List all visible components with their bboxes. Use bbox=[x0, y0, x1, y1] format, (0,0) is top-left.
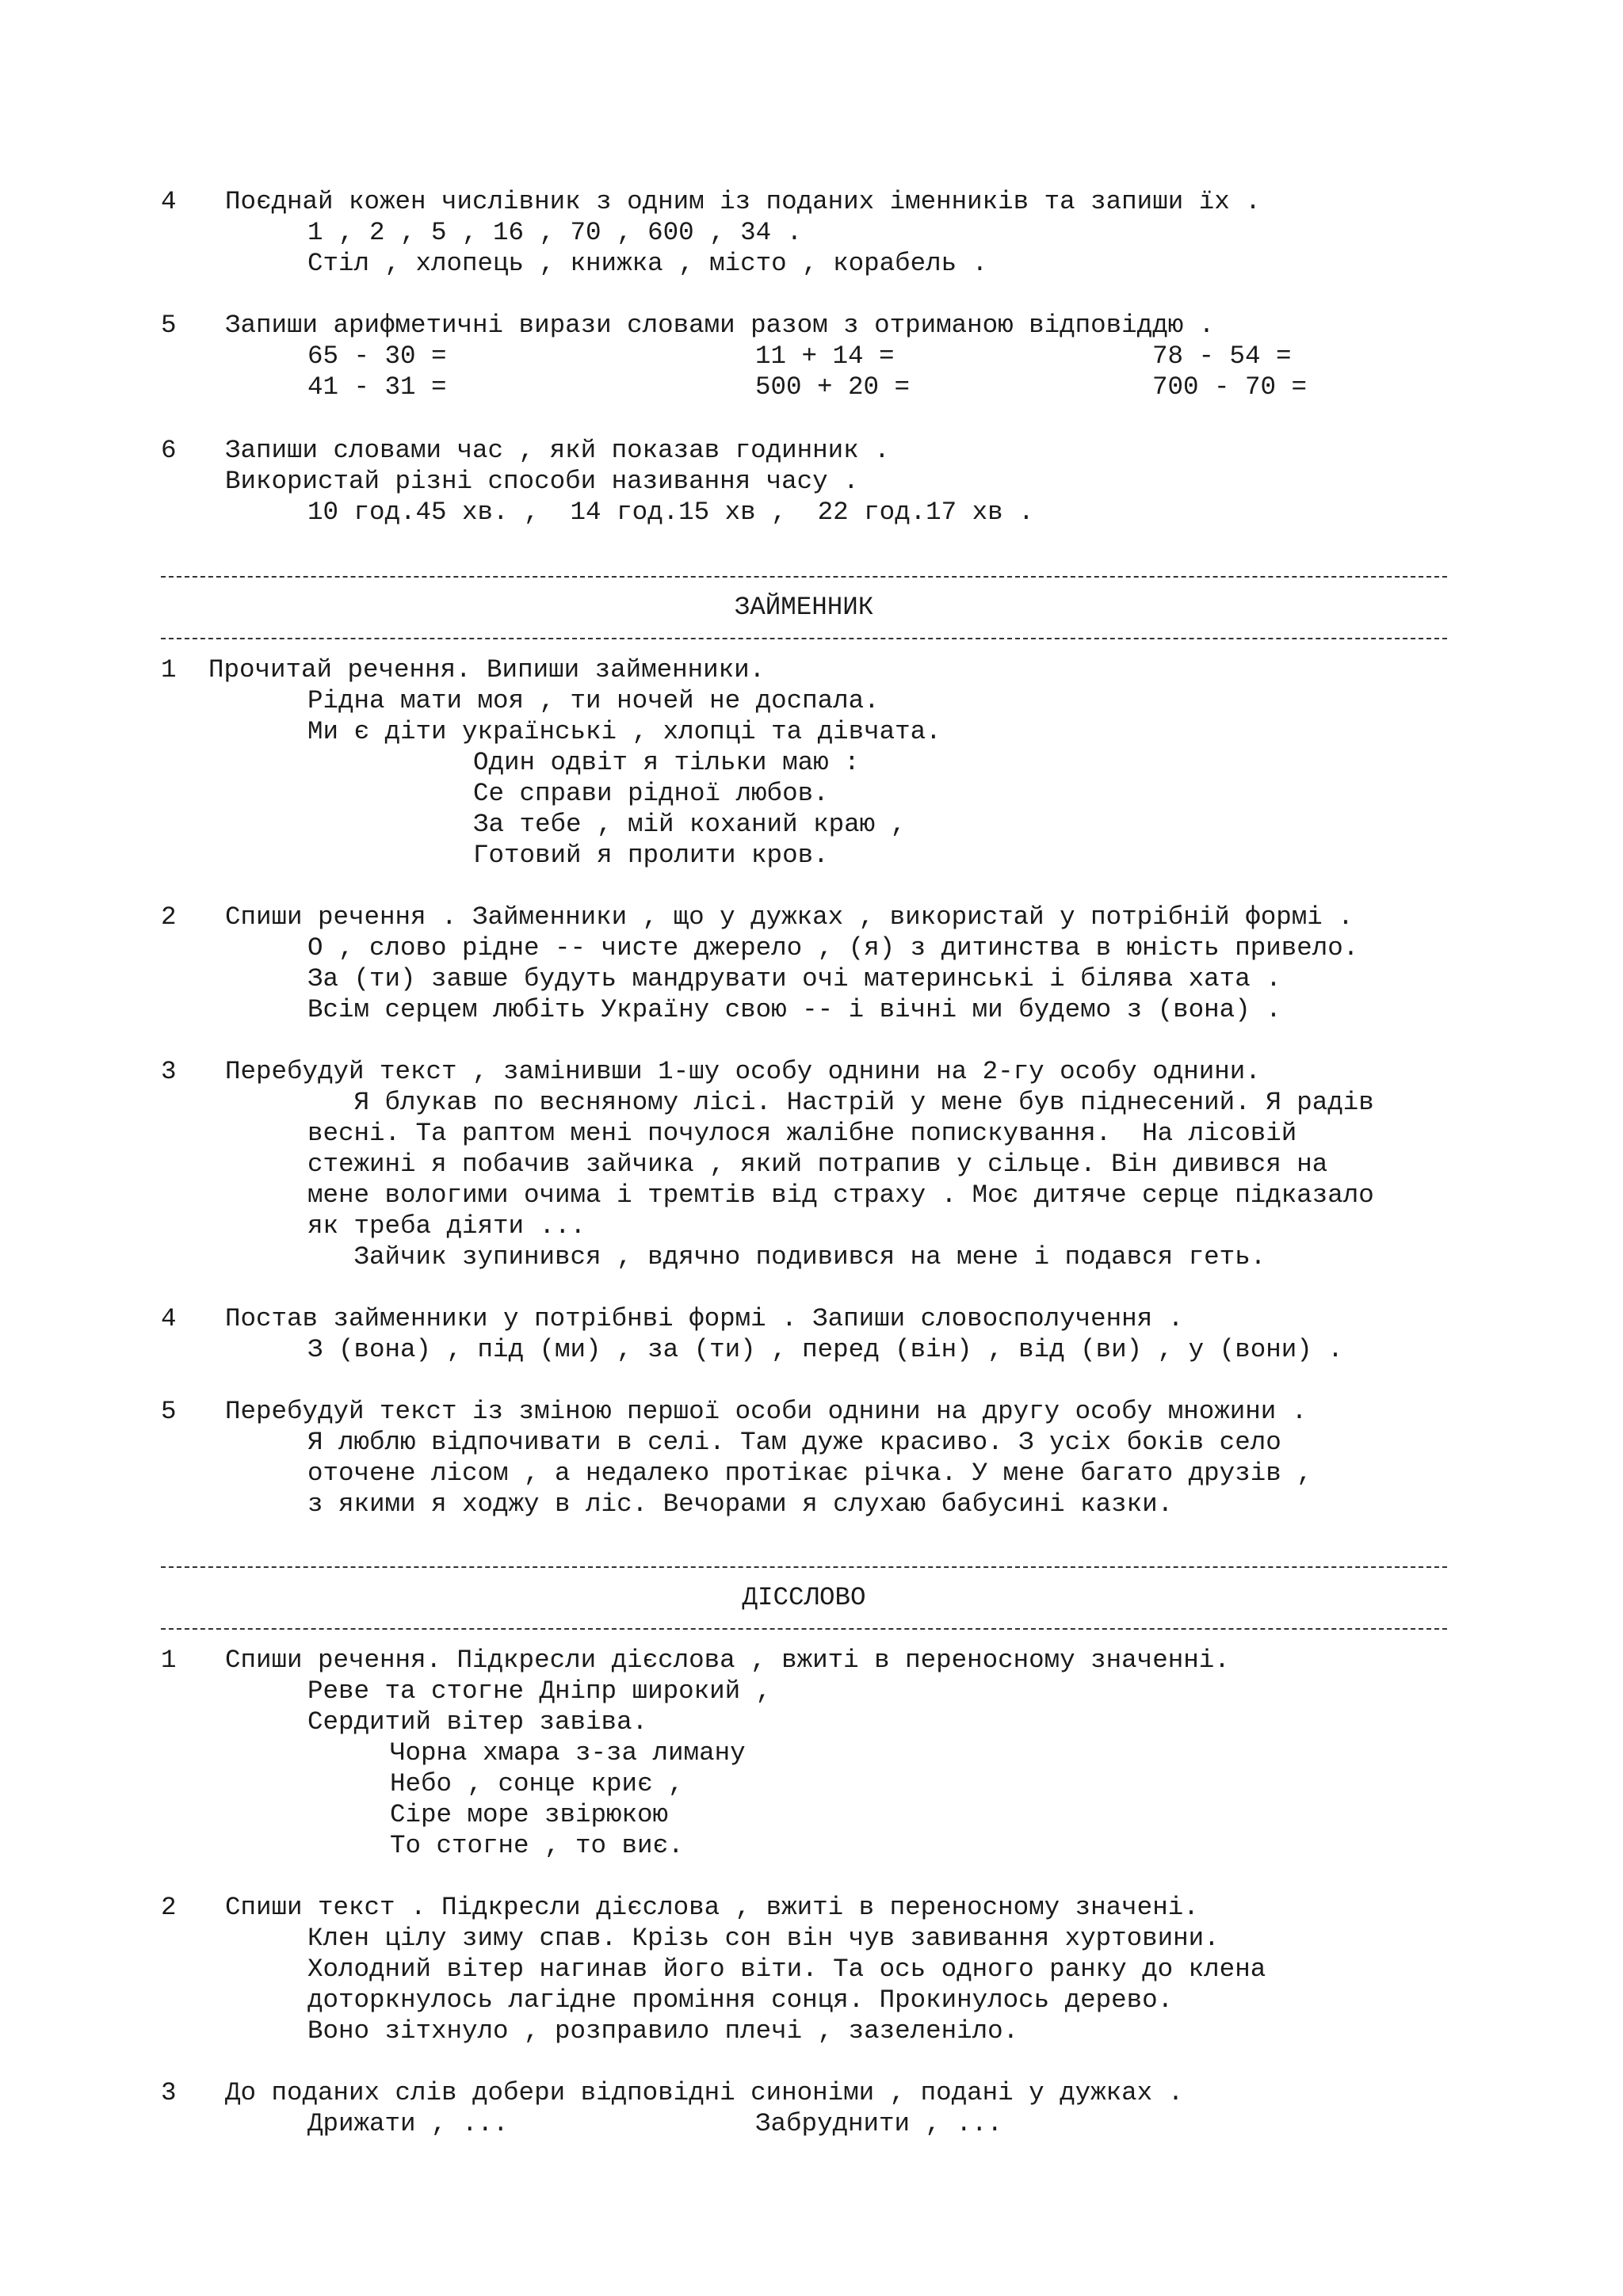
task-instruction: Спиши речення . Займенники , що у дужках , використай у потрібній формі . bbox=[225, 902, 1354, 932]
task-line: Ми є діти українські , хлопці та дівчата. bbox=[307, 717, 941, 746]
task-instruction: Запиши арифметичні вирази словами разом з отриманою відповіддю . bbox=[225, 311, 1215, 340]
poem-line: Небо , сонце криє , bbox=[390, 1769, 684, 1798]
task-line: Я блукав по весняному лісі. Настрій у мене був піднесений. Я радів bbox=[307, 1088, 1374, 1117]
expression: 11 + 14 = bbox=[755, 341, 895, 371]
task-line: Холодний вітер нагинав його віти. Та ось одного ранку до клена bbox=[307, 1955, 1266, 1984]
task-line: стежині я побачив зайчика , який потрапив у сільце. Він дивився на bbox=[307, 1150, 1328, 1179]
expression: 78 - 54 = bbox=[1152, 341, 1292, 371]
task-line: 10 год.45 хв. , 14 год.15 хв , 22 год.17 хв . bbox=[307, 498, 1034, 527]
task-number: 3 bbox=[161, 1057, 177, 1086]
task-line: Я люблю відпочивати в селі. Там дуже красиво. З усіх боків село bbox=[307, 1428, 1281, 1457]
task-instruction: Запиши словами час , якй показав годинник . bbox=[225, 436, 890, 465]
task-line: Реве та стогне Дніпр широкий , bbox=[307, 1676, 772, 1706]
task-line: 1 , 2 , 5 , 16 , 70 , 600 , 34 . bbox=[307, 218, 803, 247]
synonym-item: Забруднити , ... bbox=[755, 2109, 1003, 2138]
poem-line: За тебе , мій коханий краю , bbox=[473, 810, 907, 839]
task-instruction: Перебудуй текст , замінивши 1-шу особу однини на 2-гу особу однини. bbox=[225, 1057, 1261, 1086]
task-number: 1 bbox=[161, 1646, 177, 1675]
task-line: мене вологими очима і тремтів від страху . Моє дитяче серце підказало bbox=[307, 1180, 1374, 1210]
poem-line: Чорна хмара з-за лиману bbox=[390, 1738, 746, 1768]
poem-line: То стогне , то виє. bbox=[390, 1831, 684, 1860]
task-instruction: Перебудуй текст із зміною першої особи однини на другу особу множини . bbox=[225, 1397, 1308, 1426]
task-line: доторкнулось лагідне проміння сонця. Прокинулось дерево. bbox=[307, 1985, 1174, 2015]
section-title: ЗАЙМЕННИК bbox=[734, 593, 874, 622]
task-number: 2 bbox=[161, 1893, 177, 1922]
poem-line: Готовий я пролити кров. bbox=[473, 841, 829, 870]
task-line: О , слово рідне -- чисте джерело , (я) з дитинства в юність привело. bbox=[307, 933, 1359, 963]
section-title: ДІССЛОВО bbox=[742, 1583, 866, 1612]
task-line: Воно зітхнуло , розправило плечі , зазеленіло. bbox=[307, 2016, 1019, 2046]
task-number: 1 bbox=[161, 655, 177, 685]
task-number: 4 bbox=[161, 1304, 177, 1333]
divider bbox=[161, 638, 1447, 639]
task-instruction: До поданих слів добери відповідні синоніми , подані у дужках . bbox=[225, 2078, 1184, 2107]
task-number: 4 bbox=[161, 187, 177, 216]
task-line: Зайчик зупинився , вдячно подивився на мене і подався геть. bbox=[307, 1242, 1266, 1272]
poem-line: Один одвіт я тільки маю : bbox=[473, 748, 860, 777]
task-instruction: Спиши речення. Підкресли дієслова , вжиті в переносному значенні. bbox=[225, 1646, 1230, 1675]
expression: 65 - 30 = bbox=[307, 341, 447, 371]
task-number: 2 bbox=[161, 902, 177, 932]
task-instruction: Поєднай кожен числівник з одним із поданих іменників та запиши їх . bbox=[225, 187, 1261, 216]
task-line: весні. Та раптом мені почулося жалібне попискування. На лісовій bbox=[307, 1119, 1297, 1148]
divider bbox=[161, 1566, 1447, 1568]
task-instruction: Постав займенники у потрібнві формі . Запиши словосполучення . bbox=[225, 1304, 1184, 1333]
task-line: За (ти) завше будуть мандрувати очі материнські і білява хата . bbox=[307, 964, 1281, 994]
expression: 700 - 70 = bbox=[1152, 372, 1308, 402]
divider bbox=[161, 576, 1447, 578]
poem-line: Сіре море звірюкою bbox=[390, 1800, 669, 1829]
divider bbox=[161, 1628, 1447, 1630]
task-instruction: Спиши текст . Підкресли дієслова , вжиті в переносному значені. bbox=[225, 1893, 1199, 1922]
task-line: Всім серцем любіть Україну свою -- і вічні ми будемо з (вона) . bbox=[307, 995, 1281, 1024]
task-line: Клен цілу зиму спав. Крізь сон він чув завивання хуртовини. bbox=[307, 1924, 1220, 1953]
task-line: як треба діяти ... bbox=[307, 1211, 586, 1241]
task-line: З (вона) , під (ми) , за (ти) , перед (він) , від (ви) , у (вони) . bbox=[307, 1335, 1343, 1364]
task-number: 5 bbox=[161, 311, 177, 340]
task-instruction: Прочитай речення. Випиши займенники. bbox=[208, 655, 766, 685]
task-line: Рідна мати моя , ти ночей не доспала. bbox=[307, 686, 880, 715]
synonym-item: Дрижати , ... bbox=[307, 2109, 509, 2138]
task-line: Сердитий вітер завіва. bbox=[307, 1707, 648, 1737]
expression: 500 + 20 = bbox=[755, 372, 911, 402]
task-line: з якими я ходжу в ліс. Вечорами я слухаю бабусині казки. bbox=[307, 1489, 1174, 1519]
poem-line: Се справи рідної любов. bbox=[473, 779, 829, 808]
task-line: Стіл , хлопець , книжка , місто , корабель . bbox=[307, 249, 988, 278]
task-instruction: Використай різні способи називання часу . bbox=[225, 467, 859, 496]
task-line: оточене лісом , а недалеко протікає річка. У мене багато друзів , bbox=[307, 1459, 1312, 1488]
task-number: 5 bbox=[161, 1397, 177, 1426]
task-number: 3 bbox=[161, 2078, 177, 2107]
expression: 41 - 31 = bbox=[307, 372, 447, 402]
task-number: 6 bbox=[161, 436, 177, 465]
